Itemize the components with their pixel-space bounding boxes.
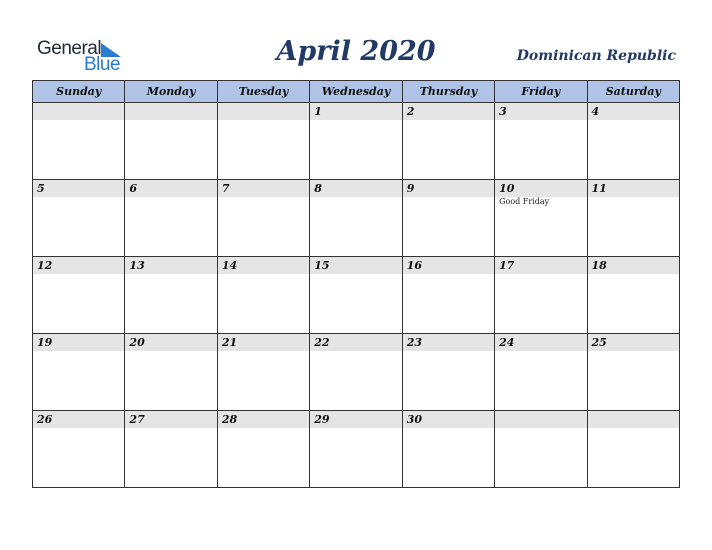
weekday-header: Saturday	[587, 81, 679, 103]
day-number: 19	[37, 336, 53, 349]
day-cell	[33, 334, 125, 411]
day-cell	[495, 411, 587, 488]
day-number: 20	[129, 336, 145, 349]
day-number: 28	[221, 413, 238, 426]
day-number-bar	[495, 103, 586, 120]
week-row	[33, 257, 680, 334]
day-number: 25	[591, 336, 607, 349]
day-cell	[587, 411, 679, 488]
weekday-header-row	[33, 81, 680, 103]
day-number-bar	[310, 103, 401, 120]
calendar-title: April 2020	[276, 36, 436, 67]
day-number-bar	[218, 180, 309, 197]
day-cell	[310, 334, 402, 411]
day-cell	[33, 103, 125, 180]
day-cell	[125, 257, 217, 334]
day-number: 22	[314, 336, 330, 349]
day-number: 12	[37, 259, 53, 272]
day-cell	[587, 257, 679, 334]
day-cell	[33, 257, 125, 334]
day-cell	[125, 103, 217, 180]
day-cell	[310, 411, 402, 488]
day-cell	[495, 180, 587, 257]
day-cell	[495, 103, 587, 180]
day-number-bar	[33, 103, 124, 120]
day-cell	[217, 334, 309, 411]
week-row	[33, 103, 680, 180]
calendar-grid	[32, 80, 680, 488]
day-cell	[402, 257, 494, 334]
weekday-header: Friday	[495, 81, 587, 103]
day-number: 24	[499, 336, 515, 349]
day-cell	[402, 180, 494, 257]
day-number: 10	[499, 182, 515, 195]
day-number-bar	[33, 180, 124, 197]
week-row	[33, 334, 680, 411]
day-number: 14	[221, 259, 238, 272]
holiday-label: Good Friday	[499, 197, 550, 206]
day-cell	[217, 411, 309, 488]
day-cell	[495, 257, 587, 334]
day-number-bar	[310, 180, 401, 197]
day-number: 16	[406, 259, 422, 272]
day-cell	[495, 334, 587, 411]
day-number-bar	[495, 411, 586, 428]
weekday-header: Tuesday	[217, 81, 309, 103]
day-cell	[402, 103, 494, 180]
day-number: 7	[221, 182, 230, 195]
day-number-bar	[588, 411, 679, 428]
weekday-header: Thursday	[402, 81, 494, 103]
day-cell	[217, 103, 309, 180]
day-number-bar	[403, 180, 494, 197]
day-number-bar	[218, 103, 309, 120]
day-cell	[33, 180, 125, 257]
day-number: 21	[221, 336, 238, 349]
day-number: 1	[314, 105, 322, 118]
day-cell	[587, 180, 679, 257]
day-number: 11	[591, 182, 607, 195]
day-number: 27	[129, 413, 145, 426]
day-cell	[217, 257, 309, 334]
day-number: 30	[406, 413, 422, 426]
day-cell	[217, 180, 309, 257]
day-number: 13	[129, 259, 145, 272]
week-row	[33, 180, 680, 257]
day-number: 17	[499, 259, 515, 272]
weekday-header: Sunday	[33, 81, 125, 103]
day-number: 18	[591, 259, 607, 272]
day-number: 29	[314, 413, 330, 426]
day-number: 2	[406, 105, 415, 118]
day-number-bar	[403, 103, 494, 120]
logo-blue-text: Blue	[84, 54, 121, 75]
week-row	[33, 411, 680, 488]
day-cell	[125, 334, 217, 411]
day-cell	[125, 411, 217, 488]
day-cell	[310, 103, 402, 180]
calendar-body	[33, 103, 680, 488]
day-cell	[587, 103, 679, 180]
day-cell	[402, 411, 494, 488]
day-cell	[310, 180, 402, 257]
day-cell	[33, 411, 125, 488]
weekday-header: Wednesday	[310, 81, 402, 103]
day-number: 9	[406, 182, 415, 195]
day-number-bar	[125, 103, 216, 120]
day-number-bar	[125, 180, 216, 197]
country-name: Dominican Republic	[516, 48, 676, 64]
day-cell	[587, 334, 679, 411]
day-number: 3	[499, 105, 507, 118]
day-number: 4	[591, 105, 600, 118]
day-cell	[402, 334, 494, 411]
day-number: 23	[406, 336, 422, 349]
weekday-header: Monday	[125, 81, 217, 103]
day-cell	[125, 180, 217, 257]
day-number: 8	[314, 182, 322, 195]
logo-general-text: General	[37, 38, 102, 59]
day-cell	[310, 257, 402, 334]
day-number: 15	[314, 259, 330, 272]
day-number: 6	[129, 182, 138, 195]
day-number: 26	[37, 413, 53, 426]
day-number: 5	[37, 182, 45, 195]
day-number-bar	[588, 103, 679, 120]
